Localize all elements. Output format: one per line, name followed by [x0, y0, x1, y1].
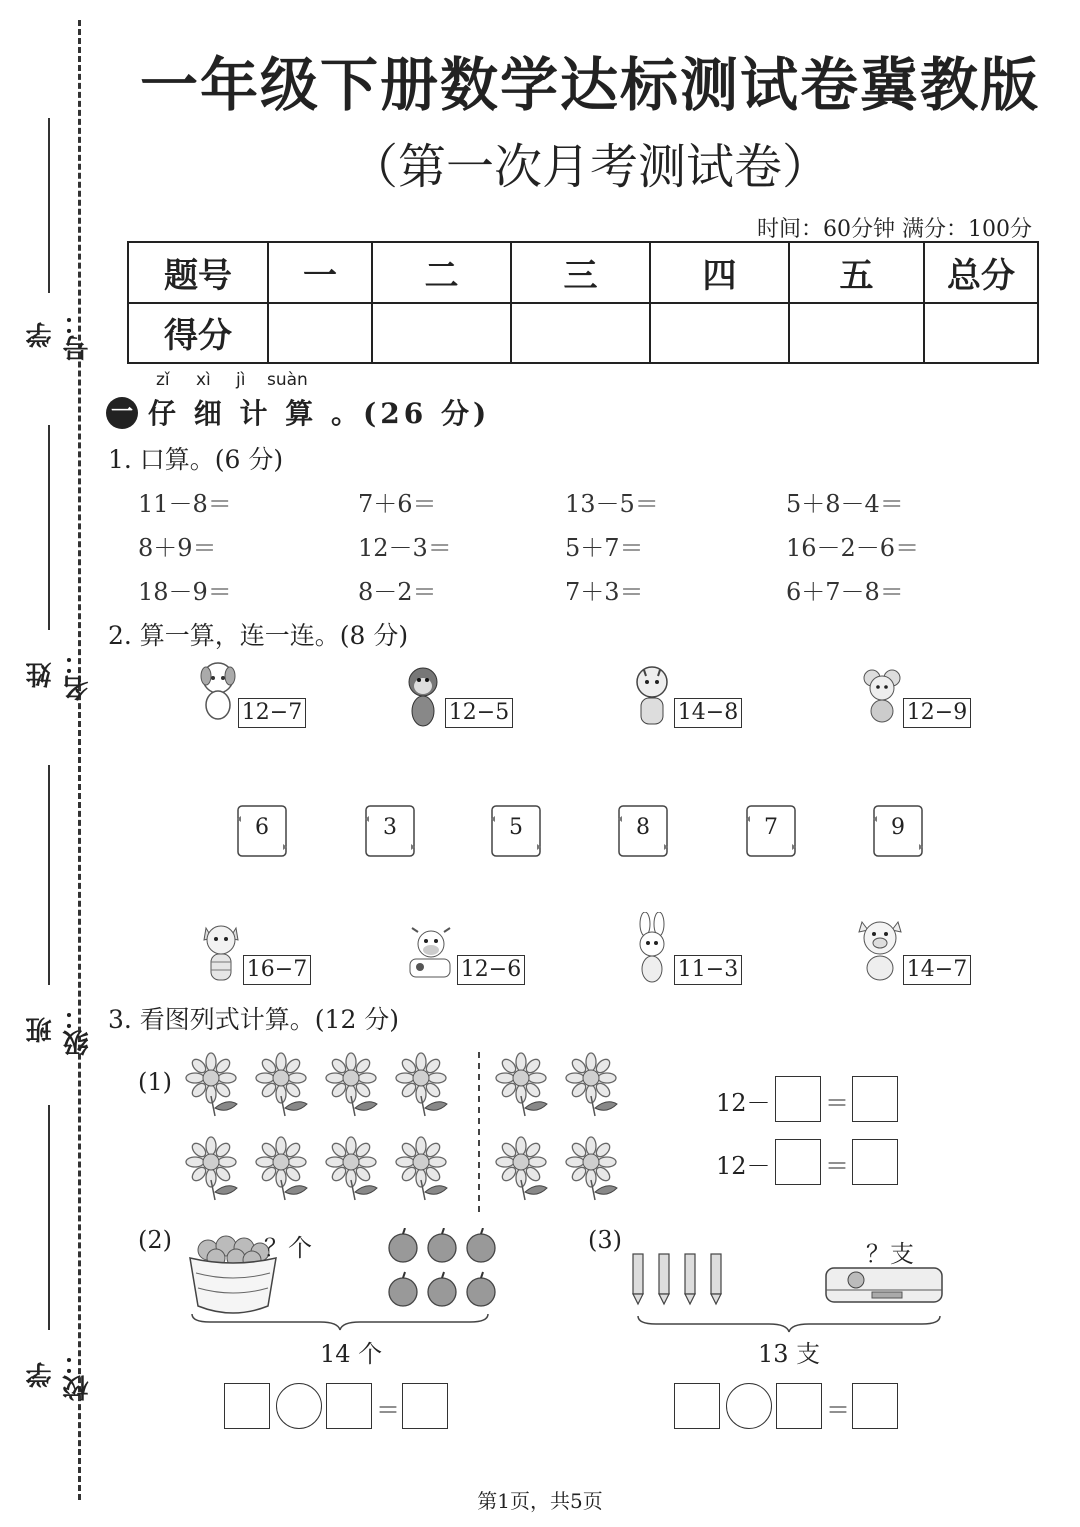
score-table: [127, 241, 1039, 364]
school-label: 学校：: [26, 1349, 93, 1401]
total-brace: [190, 1312, 490, 1332]
equals-sign: ＝: [825, 1152, 849, 1180]
score-input-cell[interactable]: [268, 303, 372, 364]
flowers-illustration: [185, 1052, 635, 1212]
operator-circle[interactable]: [726, 1383, 772, 1429]
student-id-line: [48, 118, 50, 293]
answer-box[interactable]: [224, 1383, 270, 1429]
cow-icon: [404, 926, 458, 982]
pinyin: xì: [196, 370, 211, 390]
name-label: 姓名：: [26, 649, 93, 701]
number-card-value: 7: [764, 815, 778, 840]
score-input-cell[interactable]: [650, 303, 789, 364]
operator-circle[interactable]: [276, 1383, 322, 1429]
total-count-label: 14 个: [320, 1340, 383, 1368]
section-number-badge: 一: [106, 397, 138, 429]
score-header-cell: 三: [511, 242, 650, 303]
animal-expression-box: 14−7: [903, 955, 971, 985]
unknown-count-label: ？个: [264, 1234, 312, 1262]
equation-prefix: 12－: [716, 1152, 771, 1180]
page-footer: 第1页，共5页: [477, 1489, 603, 1513]
score-header-cell: 五: [789, 242, 924, 303]
question-3-title: 3. 看图列式计算。(12 分): [108, 1005, 400, 1034]
answer-box[interactable]: [852, 1383, 898, 1429]
pinyin: jì: [236, 370, 246, 390]
answer-box[interactable]: [775, 1139, 821, 1185]
equals-sign: ＝: [826, 1396, 850, 1424]
score-header-cell: 四: [650, 242, 789, 303]
oral-calc-item: 5＋7＝: [565, 534, 644, 562]
equation-prefix: 12－: [716, 1089, 771, 1117]
animal-expression-box: 12−5: [445, 698, 513, 728]
animal-expression-box: 16−7: [243, 955, 311, 985]
dog-icon: [196, 658, 242, 724]
name-line: [48, 425, 50, 630]
class-label: 班级：: [26, 1004, 93, 1056]
equals-sign: ＝: [825, 1089, 849, 1117]
number-card-value: 9: [891, 815, 905, 840]
number-card[interactable]: [235, 805, 289, 855]
answer-box[interactable]: [674, 1383, 720, 1429]
score-input-cell[interactable]: [924, 303, 1038, 364]
score-input-cell[interactable]: [789, 303, 924, 364]
oral-calc-item: 16－2－6＝: [786, 534, 920, 562]
number-card[interactable]: [363, 805, 417, 855]
subquestion-label: (3): [588, 1226, 622, 1254]
animal-expression-box: 14−8: [674, 698, 742, 728]
animal-expression-box: 12−9: [903, 698, 971, 728]
number-card-value: 8: [636, 815, 650, 840]
number-card[interactable]: [489, 805, 543, 855]
binding-dashed-line: [78, 20, 81, 1500]
monkey-icon: [402, 664, 444, 730]
page-subtitle: （第一次月考测试卷）: [349, 139, 830, 195]
score-table-header-row: [128, 242, 1038, 303]
animal-expression-box: 11−3: [674, 955, 742, 985]
oral-calc-item: 8－2＝: [358, 578, 437, 606]
oral-calc-item: 18－9＝: [138, 578, 232, 606]
score-table-score-row: [128, 303, 1038, 364]
oral-calc-item: 8＋9＝: [138, 534, 217, 562]
oral-calc-item: 5＋8－4＝: [786, 490, 904, 518]
section-title: 仔 细 计 算 。(26 分): [148, 397, 491, 430]
answer-box[interactable]: [775, 1076, 821, 1122]
oral-calc-item: 13－5＝: [565, 490, 659, 518]
oral-calc-item: 6＋7－8＝: [786, 578, 904, 606]
score-header-cell: 总分: [924, 242, 1038, 303]
mouse-icon: [858, 668, 906, 724]
number-card[interactable]: [871, 805, 925, 855]
answer-box[interactable]: [852, 1076, 898, 1122]
unknown-count-label: ？支: [866, 1240, 914, 1268]
number-card[interactable]: [744, 805, 798, 855]
equals-sign: ＝: [376, 1396, 400, 1424]
tiger-icon: [630, 664, 674, 726]
number-card[interactable]: [616, 805, 670, 855]
animal-expression-box: 12−7: [238, 698, 306, 728]
score-header-cell: 一: [268, 242, 372, 303]
number-card-value: 6: [255, 815, 269, 840]
oral-calc-item: 11－8＝: [138, 490, 232, 518]
cat-icon: [198, 920, 244, 984]
pinyin: zǐ: [156, 370, 170, 390]
time-score-info: 时间：60分钟 满分：100分: [757, 217, 1032, 242]
pencil-case-icon: [822, 1262, 946, 1308]
pinyin: suàn: [267, 370, 308, 390]
rabbit-icon: [630, 912, 674, 984]
page-title: 一年级下册数学达标测试卷冀教版: [139, 51, 1040, 119]
score-header-cell: 题号: [128, 242, 268, 303]
pig-icon: [852, 914, 908, 982]
subquestion-label: (1): [138, 1068, 172, 1096]
animal-expression-box: 12−6: [457, 955, 525, 985]
score-input-cell[interactable]: [372, 303, 511, 364]
oral-calc-item: 12－3＝: [358, 534, 452, 562]
oral-calc-item: 7＋6＝: [358, 490, 437, 518]
total-count-label: 13 支: [758, 1340, 821, 1368]
score-header-cell: 二: [372, 242, 511, 303]
answer-box[interactable]: [402, 1383, 448, 1429]
total-brace: [636, 1314, 942, 1334]
school-line: [48, 1105, 50, 1330]
question-2-title: 2. 算一算，连一连。(8 分): [108, 621, 409, 650]
answer-box[interactable]: [852, 1139, 898, 1185]
answer-box[interactable]: [326, 1383, 372, 1429]
score-input-cell[interactable]: [511, 303, 650, 364]
oral-calc-item: 7＋3＝: [565, 578, 644, 606]
student-id-label: 学号：: [26, 309, 93, 361]
answer-box[interactable]: [776, 1383, 822, 1429]
question-1-title: 1. 口算。(6 分): [108, 445, 284, 474]
score-row-label: 得分: [128, 303, 268, 364]
apples-group-icon: [384, 1228, 504, 1314]
subquestion-label: (2): [138, 1226, 172, 1254]
pencils-icon: [630, 1252, 730, 1306]
class-line: [48, 765, 50, 985]
number-card-value: 5: [509, 815, 523, 840]
number-card-value: 3: [383, 815, 397, 840]
